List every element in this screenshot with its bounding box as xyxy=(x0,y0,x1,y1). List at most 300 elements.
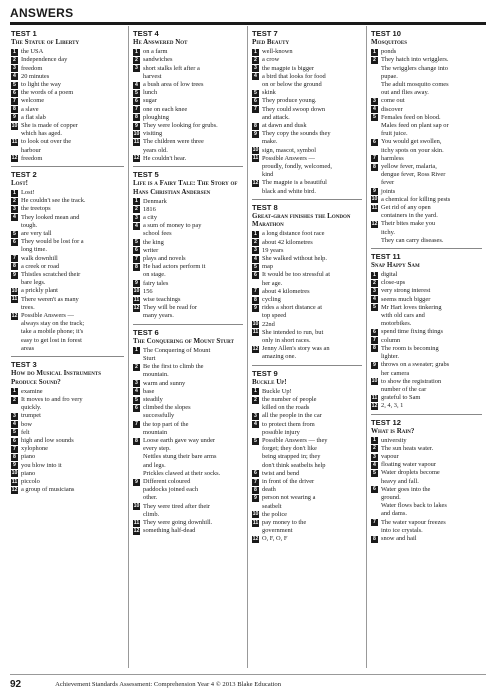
answer-text: are very tall xyxy=(21,230,52,238)
answer-text: with old cars and xyxy=(381,312,425,320)
answer-text: 2, 4, 3, 1 xyxy=(381,402,404,410)
answer-text: The room is becoming xyxy=(381,344,439,352)
answer-number: 3 xyxy=(11,206,18,213)
answer-text: seems much bigger xyxy=(381,295,431,303)
answer-number xyxy=(371,478,378,485)
answer-text: The children were three xyxy=(143,138,204,146)
answer-number xyxy=(133,231,140,238)
answer-number: 1 xyxy=(133,49,140,56)
answer-text: number of the car xyxy=(381,385,427,393)
answer-text: tough. xyxy=(21,221,38,229)
answer-number: 10 xyxy=(133,288,140,295)
answer-item xyxy=(133,239,243,247)
answer-text: Denmark xyxy=(143,197,167,205)
answer-text: 20 minutes xyxy=(21,72,50,80)
answer-number xyxy=(133,462,140,469)
answer-item xyxy=(371,163,482,171)
answer-text: take a mobile phone; it's xyxy=(21,328,84,336)
answer-number: 7 xyxy=(11,255,18,262)
answer-text: Different coloured xyxy=(143,478,191,486)
answer-number xyxy=(133,356,140,363)
answer-number: 11 xyxy=(252,329,259,336)
answer-number: 7 xyxy=(371,155,378,162)
test-label: TEST 3 xyxy=(11,360,37,370)
answer-number: 9 xyxy=(11,114,18,121)
answer-item xyxy=(11,238,124,246)
answer-item xyxy=(133,296,243,304)
answer-number xyxy=(11,405,18,412)
answer-number xyxy=(371,73,378,80)
answer-number: 1 xyxy=(371,437,378,444)
answer-number xyxy=(133,511,140,518)
answer-number xyxy=(371,527,378,534)
answer-number xyxy=(133,73,140,80)
answer-number xyxy=(371,229,378,236)
answer-number xyxy=(252,338,259,345)
answer-number xyxy=(371,213,378,220)
answer-number xyxy=(11,345,18,352)
answer-number xyxy=(252,454,259,461)
answer-item xyxy=(133,380,243,388)
answer-item xyxy=(371,486,482,494)
answer-number xyxy=(11,337,18,344)
test-label: TEST 1 xyxy=(11,29,37,38)
answer-item xyxy=(371,212,482,220)
answer-number xyxy=(371,123,378,130)
answer-text: Independence day xyxy=(21,56,68,64)
answer-item xyxy=(133,206,243,214)
answer-item xyxy=(11,65,124,73)
answer-item xyxy=(11,230,124,238)
answer-number: 1 xyxy=(252,231,259,238)
answer-item xyxy=(252,511,362,519)
answer-number: 9 xyxy=(133,123,140,130)
answer-item xyxy=(11,197,124,205)
answer-item xyxy=(252,388,362,396)
answer-item xyxy=(252,429,362,437)
answer-text: a slave xyxy=(21,105,39,113)
answer-item xyxy=(133,527,243,535)
answer-text: a chemical for killing pests xyxy=(381,195,451,203)
answer-text: top speed xyxy=(262,312,287,320)
answer-item xyxy=(133,347,243,355)
answer-text: which has aged. xyxy=(21,130,62,138)
answer-item xyxy=(133,230,243,238)
answer-item xyxy=(252,255,362,263)
answer-number: 5 xyxy=(252,90,259,97)
answer-number xyxy=(252,405,259,412)
answer-number: 4 xyxy=(133,388,140,395)
answer-text: come out xyxy=(381,97,405,105)
answer-item xyxy=(133,396,243,404)
answer-number: 6 xyxy=(11,90,18,97)
answer-item xyxy=(252,404,362,412)
answer-item xyxy=(11,271,124,279)
answer-number xyxy=(133,446,140,453)
answer-item xyxy=(252,304,362,312)
answer-item xyxy=(371,394,482,402)
answer-item xyxy=(252,453,362,461)
answer-number xyxy=(371,321,378,328)
test-label: TEST 7 xyxy=(252,29,278,38)
answer-text: steadily xyxy=(143,395,163,403)
answer-number: 12 xyxy=(11,155,18,162)
answer-text: You would get swollen, xyxy=(381,138,442,146)
answer-item xyxy=(11,388,124,396)
answer-item xyxy=(133,363,243,371)
answer-item xyxy=(371,469,482,477)
answer-number: 6 xyxy=(252,98,259,105)
answer-number: 5 xyxy=(11,429,18,436)
answer-text: digital xyxy=(381,271,398,279)
answer-item xyxy=(252,280,362,288)
answer-item xyxy=(252,138,362,146)
answer-text: Possible Answers — xyxy=(262,154,315,162)
answer-item xyxy=(371,122,482,130)
answer-number xyxy=(371,147,378,154)
answer-item xyxy=(11,147,124,155)
answer-text: the words of a poem xyxy=(21,89,74,97)
answer-item xyxy=(371,237,482,245)
answer-text: xylophone xyxy=(21,445,48,453)
answer-text: warm and sunny xyxy=(143,379,186,387)
answer-item xyxy=(252,239,362,247)
answer-text: yellow fever, malaria, xyxy=(381,162,437,170)
answer-item xyxy=(11,429,124,437)
answer-text: sign, mascot, symbol xyxy=(262,146,316,154)
answer-number: 9 xyxy=(133,280,140,287)
answer-number: 7 xyxy=(133,106,140,113)
answer-text: The magpie is a beautiful xyxy=(262,179,327,187)
answer-text: death xyxy=(262,486,276,494)
answer-text: killed on the roads xyxy=(262,404,310,412)
answer-text: plays and novels xyxy=(143,255,186,263)
answer-text: person not wearing a xyxy=(262,494,316,502)
answer-number: 3 xyxy=(371,98,378,105)
answer-text: Get rid of any open xyxy=(381,203,431,211)
answer-number: 8 xyxy=(133,264,140,271)
answer-item xyxy=(371,279,482,287)
test-block xyxy=(371,249,482,415)
answer-text: The wrigglers change into xyxy=(381,64,448,72)
answer-text: and legs. xyxy=(143,461,166,469)
answer-item xyxy=(371,89,482,97)
answer-item xyxy=(133,97,243,105)
answer-number: 6 xyxy=(371,139,378,146)
answer-item xyxy=(11,453,124,461)
answer-item xyxy=(371,48,482,56)
answer-item xyxy=(11,48,124,56)
answer-number: 8 xyxy=(252,123,259,130)
answer-item xyxy=(371,179,482,187)
answer-text: Jenny Allen's story was an xyxy=(262,345,330,353)
answer-text: a creek or road xyxy=(21,262,60,270)
answer-text: years old. xyxy=(143,146,168,154)
answer-number: 1 xyxy=(133,347,140,354)
answer-column xyxy=(10,26,129,668)
answer-item xyxy=(133,56,243,64)
answer-number xyxy=(252,172,259,179)
answer-text: Their bites make you xyxy=(381,220,436,228)
answer-item xyxy=(11,189,124,197)
test-label: TEST 12 xyxy=(371,417,401,427)
answer-item xyxy=(11,279,124,287)
answer-number: 5 xyxy=(252,438,259,445)
answer-item xyxy=(133,263,243,271)
answer-item xyxy=(133,114,243,122)
answer-item xyxy=(371,535,482,543)
answer-text: to look out over the xyxy=(21,138,72,146)
answer-item xyxy=(252,271,362,279)
test-block xyxy=(252,26,362,200)
answer-item xyxy=(11,328,124,336)
answer-text: mountain xyxy=(143,428,168,436)
answer-number xyxy=(371,131,378,138)
answer-item xyxy=(133,81,243,89)
answer-item xyxy=(371,494,482,502)
answer-text: something half-dead xyxy=(143,527,196,535)
answer-number: 2 xyxy=(11,57,18,64)
answer-number xyxy=(252,114,259,121)
answer-number: 8 xyxy=(11,263,18,270)
answer-text: one on each knee xyxy=(143,105,188,113)
answer-text: 19 years xyxy=(262,246,284,254)
answer-text: into ice crystals. xyxy=(381,526,423,534)
answer-item xyxy=(252,155,362,163)
answer-item xyxy=(252,56,362,64)
answer-item xyxy=(371,271,482,279)
answer-number: 12 xyxy=(133,527,140,534)
answer-text: at dawn and dusk xyxy=(262,121,307,129)
answer-item xyxy=(252,421,362,429)
answer-text: harbour xyxy=(21,146,41,154)
answer-text: piano xyxy=(21,469,36,477)
answer-text: a crow xyxy=(262,56,280,64)
answer-number: 10 xyxy=(11,470,18,477)
answer-number: 4 xyxy=(252,73,259,80)
answer-item xyxy=(11,312,124,320)
answer-item xyxy=(371,510,482,518)
answer-item xyxy=(133,214,243,222)
answer-number: 5 xyxy=(133,90,140,97)
answer-text: cycling xyxy=(262,296,281,304)
answer-number xyxy=(252,528,259,535)
test-label: TEST 11 xyxy=(371,251,401,261)
answer-item xyxy=(133,304,243,312)
answer-item xyxy=(133,48,243,56)
answer-number: 2 xyxy=(371,280,378,287)
test-title: Pied Beauty xyxy=(252,38,290,46)
answer-item xyxy=(252,147,362,155)
answer-text: The sun heats water. xyxy=(381,444,434,452)
answer-number: 1 xyxy=(371,272,378,279)
answer-number xyxy=(371,503,378,510)
answer-text: to protect them from xyxy=(262,420,315,428)
test-title: Life is a Fairy Tale: The Story of Hans Christian Andersen xyxy=(133,178,238,196)
answer-number xyxy=(371,354,378,361)
answer-item xyxy=(11,462,124,470)
answer-number: 5 xyxy=(371,114,378,121)
answer-item xyxy=(133,371,243,379)
answer-number: 9 xyxy=(252,131,259,138)
answer-number xyxy=(371,495,378,502)
test-block xyxy=(371,415,482,547)
answer-number: 4 xyxy=(371,106,378,113)
answer-text: kind xyxy=(262,171,274,179)
answer-item xyxy=(371,445,482,453)
answer-number xyxy=(252,354,259,361)
answer-text: grateful to Sam xyxy=(381,394,421,402)
answer-text: They produce young. xyxy=(262,97,317,105)
answer-text: high and low sounds xyxy=(21,437,74,444)
page-heading: ANSWERS xyxy=(10,6,74,20)
answer-number: 1 xyxy=(252,49,259,56)
answer-text: black and white bird. xyxy=(262,187,316,195)
answer-number xyxy=(133,487,140,494)
answer-text: only in short races. xyxy=(262,337,311,345)
page-header xyxy=(10,6,486,25)
answer-item xyxy=(371,56,482,64)
answer-item xyxy=(252,445,362,453)
answer-text: government xyxy=(262,527,293,535)
answer-item xyxy=(11,337,124,345)
answer-item xyxy=(11,470,124,478)
answer-number: 7 xyxy=(371,337,378,344)
answer-text: itchy. xyxy=(381,228,395,236)
answer-text: easy to get lost in forest xyxy=(21,336,82,344)
answer-number xyxy=(133,272,140,279)
answer-text: Nettles stung their bare arms xyxy=(143,453,217,461)
answer-item xyxy=(133,421,243,429)
answer-number: 2 xyxy=(11,198,18,205)
answer-item xyxy=(252,353,362,361)
answer-item xyxy=(133,271,243,279)
answer-number: 7 xyxy=(252,106,259,113)
answer-item xyxy=(252,247,362,255)
answer-text: seatbelt xyxy=(262,502,282,510)
answer-text: The water vapour freezes xyxy=(381,518,446,526)
answer-item xyxy=(252,81,362,89)
answer-text: Thistles scratched their xyxy=(21,271,81,279)
answer-columns xyxy=(10,26,486,668)
answer-item xyxy=(252,345,362,353)
answer-number: 5 xyxy=(11,82,18,89)
answer-text: 1816 xyxy=(143,205,156,213)
answer-item xyxy=(371,502,482,510)
answer-number: 2 xyxy=(252,57,259,64)
answer-item xyxy=(371,478,482,486)
answer-text: joints xyxy=(381,187,396,195)
answer-text: close-ups xyxy=(381,279,406,287)
answer-text: Water goes into the xyxy=(381,485,431,493)
answer-number xyxy=(133,313,140,320)
test-title: What is Rain? xyxy=(371,426,415,435)
answer-text: itchy spots on your skin. xyxy=(381,146,444,154)
answer-text: column xyxy=(381,336,401,344)
answer-text: The Conquering of Mount xyxy=(143,346,211,354)
answer-text: visiting xyxy=(143,130,163,138)
answer-text: her camera xyxy=(381,369,410,377)
answer-text: They hatch into wrigglers. xyxy=(381,56,449,64)
answer-text: proudly, fondly, welcomed, xyxy=(262,162,332,170)
answer-text: Be the first to climb the xyxy=(143,363,204,371)
answer-item xyxy=(371,155,482,163)
answer-text: fever xyxy=(381,179,395,187)
answer-number: 2 xyxy=(133,57,140,64)
answer-text: the top part of the xyxy=(143,420,189,428)
answer-number xyxy=(133,429,140,436)
answer-text: a bush area of low trees xyxy=(143,80,204,88)
test-title: Lost! xyxy=(11,178,29,187)
answer-item xyxy=(371,386,482,394)
answer-number: 1 xyxy=(252,388,259,395)
answer-item xyxy=(371,287,482,295)
answer-number: 8 xyxy=(371,345,378,352)
answer-number xyxy=(252,503,259,510)
answer-number: 2 xyxy=(371,445,378,452)
answer-number: 3 xyxy=(133,215,140,222)
answer-item xyxy=(371,461,482,469)
answer-item xyxy=(252,478,362,486)
answer-item xyxy=(11,304,124,312)
answer-text: She is made of copper xyxy=(21,121,78,129)
answer-text: heavy and fall. xyxy=(381,477,419,485)
answer-item xyxy=(11,122,124,130)
answer-text: Loose earth gave way under xyxy=(143,437,216,444)
answer-item xyxy=(11,404,124,412)
answer-item xyxy=(371,296,482,304)
answer-number: 2 xyxy=(133,206,140,213)
answer-number: 4 xyxy=(252,256,259,263)
answer-item xyxy=(133,106,243,114)
answer-item xyxy=(252,296,362,304)
answer-number: 5 xyxy=(371,470,378,477)
answer-item xyxy=(133,355,243,363)
answer-item xyxy=(133,73,243,81)
answer-text: about 4 kilometres xyxy=(262,287,310,295)
answer-number: 10 xyxy=(252,147,259,154)
answer-text: harmless xyxy=(381,154,404,162)
answer-number: 4 xyxy=(371,296,378,303)
answer-number: 10 xyxy=(252,511,259,518)
answer-number: 2 xyxy=(252,239,259,246)
answer-text: a flat slab xyxy=(21,113,46,121)
answer-number: 5 xyxy=(371,304,378,311)
answer-text: short stalks left after a xyxy=(143,64,200,72)
answer-text: a prickly plant xyxy=(21,287,58,295)
answer-text: harvest xyxy=(143,72,162,80)
answer-item xyxy=(11,246,124,254)
answer-number: 7 xyxy=(252,479,259,486)
answer-item xyxy=(133,388,243,396)
answer-number: 9 xyxy=(11,272,18,279)
test-label: TEST 2 xyxy=(11,169,37,179)
answer-text: pay money to the xyxy=(262,519,307,527)
answer-item xyxy=(133,312,243,320)
answer-item xyxy=(11,320,124,328)
test-title: The Statue of Liberty xyxy=(11,38,80,46)
answer-item xyxy=(11,205,124,213)
answer-number: 3 xyxy=(252,247,259,254)
answer-number: 11 xyxy=(133,138,140,145)
answer-number xyxy=(252,313,259,320)
answer-text: to show the registration xyxy=(381,377,442,385)
answer-text: mountain. xyxy=(143,371,169,379)
answer-item xyxy=(252,48,362,56)
answer-text: They copy the sounds they xyxy=(262,130,331,138)
test-title: He Answered Not xyxy=(133,38,188,46)
answer-number: 3 xyxy=(252,413,259,420)
